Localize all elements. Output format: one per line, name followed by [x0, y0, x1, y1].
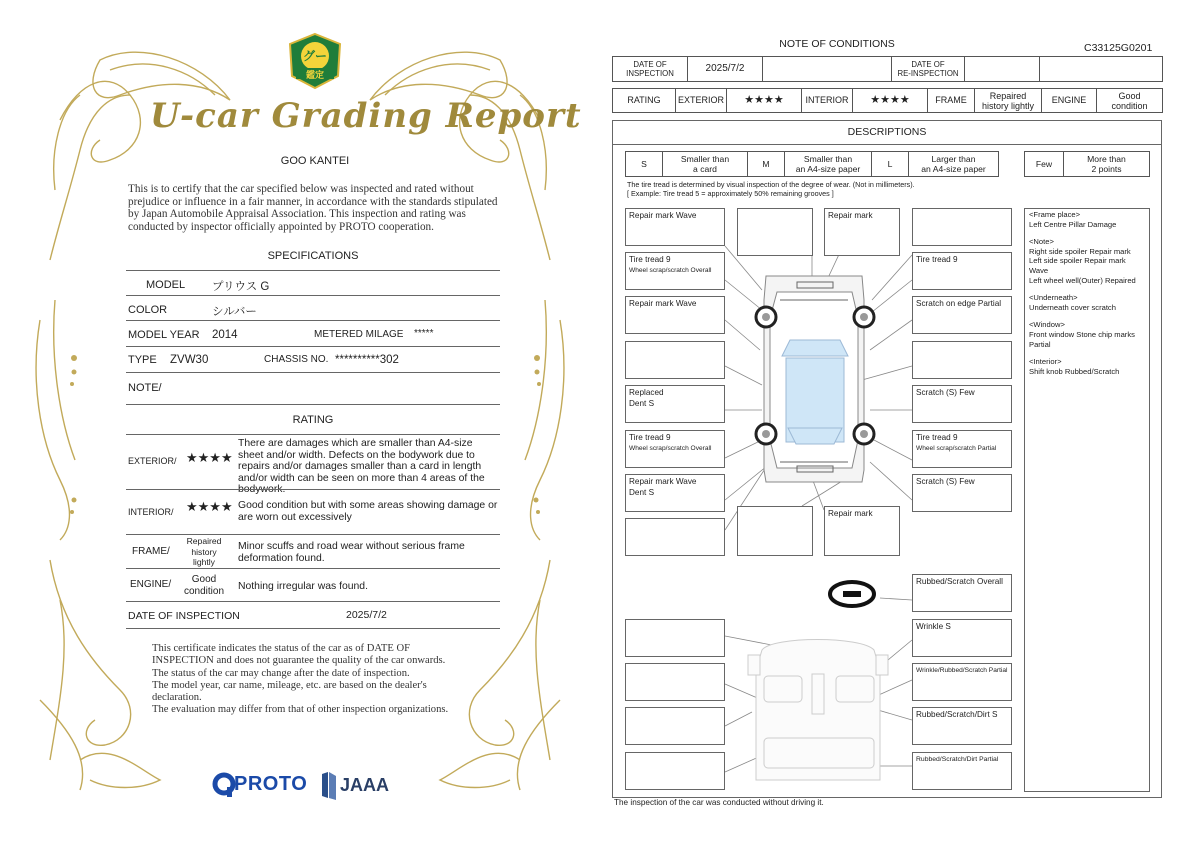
exterior-stars: ★★★★ — [186, 450, 233, 465]
damage-box — [912, 341, 1012, 379]
frame-label: FRAME/ — [132, 546, 170, 557]
damage-box: Tire tread 9 Wheel scrap/scratch Overall — [625, 252, 725, 290]
engine-value-cell: Good condition — [1097, 89, 1163, 113]
model-value: プリウス G — [212, 281, 270, 293]
divider — [126, 270, 500, 271]
goo-kantei-badge — [288, 32, 342, 90]
damage-box — [912, 208, 1012, 246]
interior-box: Rubbed/Scratch Overall — [912, 574, 1012, 612]
divider — [126, 346, 500, 347]
damage-box: Repair mark Wave — [625, 296, 725, 334]
interior-box — [625, 619, 725, 657]
few-legend-table — [1024, 151, 1150, 177]
reinspection-cell — [965, 57, 1040, 82]
certificate-footer: This certificate indicates the status of the car as of DATE OF INSPECTION and does not guarantee the quality of the car onwards. The status of the car may change after the date of inspection. The model year, car name, mileage, etc. are based on the dealer's declaration. The evaluation may differ from that of other inspection organizations. — [152, 643, 449, 716]
damage-box — [737, 506, 813, 556]
interior-label: INTERIOR/ — [128, 507, 174, 517]
interior-header: INTERIOR — [802, 89, 853, 113]
divider — [126, 434, 500, 435]
tread-note: The tire tread is determined by visual inspection of the degree of wear. (Not in millimeters). [ Example: Tire tread 5 = approximately 50% remaining grooves ] — [627, 180, 915, 198]
legend-l-desc: Larger than an A4-size paper — [909, 152, 999, 177]
divider — [126, 404, 500, 405]
chassis-value: **********302 — [335, 354, 399, 366]
divider — [126, 568, 500, 569]
damage-box: Scratch (S) Few — [912, 385, 1012, 423]
frame-value-cell: Repaired history lightly — [975, 89, 1042, 113]
engine-label: ENGINE/ — [130, 579, 172, 590]
condition-notes: <Frame place> Left Centre Pillar Damage <Note> Right side spoiler Repair mark Left side spoiler Repair mark Wave Left wheel well(Outer) Repaired <Underneath> Underneath cover scratch <Window> Front window Stone chip marks Partial <Interior> Shift knob Rubbed/Scratch — [1024, 208, 1150, 792]
legend-l: L — [872, 152, 909, 177]
interior-box — [625, 752, 725, 790]
damage-box: Tire tread 9 Wheel scrap/scratch Partial — [912, 430, 1012, 468]
rating-header: RATING — [613, 89, 676, 113]
bottom-note: The inspection of the car was conducted without driving it. — [614, 798, 824, 807]
legend-more: More than 2 points — [1064, 152, 1150, 177]
interior-box: Wrinkle/Rubbed/Scratch Partial — [912, 663, 1012, 701]
interior-box: Rubbed/Scratch/Dirt S — [912, 707, 1012, 745]
divider — [126, 320, 500, 321]
divider — [126, 628, 500, 629]
damage-box — [625, 341, 725, 379]
legend-s-desc: Smaller than a card — [663, 152, 748, 177]
jaaa-logo: JAAA — [340, 775, 390, 795]
interior-box: Wrinkle S — [912, 619, 1012, 657]
exterior-header: EXTERIOR — [676, 89, 727, 113]
divider — [126, 534, 500, 535]
model-year-value: 2014 — [212, 329, 238, 341]
specifications-heading: SPECIFICATIONS — [267, 250, 359, 262]
metered-milage-value: ***** — [414, 328, 434, 339]
badge-top-text: グー — [302, 49, 327, 63]
certificate-title: U-car Grading Report — [150, 96, 582, 136]
engine-header: ENGINE — [1042, 89, 1097, 113]
certificate-intro: This is to certify that the car specified below was inspected and rated without prejudice or influence in a fair manner, in accordance with the standards stipulated by Japan Automobile Appraisal Association. This inspection and rating was conducted by inspector officially appointed by PROTO cooperation. — [128, 183, 498, 233]
date-of-inspection-header: DATE OF INSPECTION — [613, 57, 688, 82]
divider — [612, 144, 1162, 145]
note-label: NOTE/ — [128, 382, 162, 394]
color-label: COLOR — [128, 304, 168, 316]
size-legend-table — [625, 151, 999, 177]
interior-description: Good condition but with some areas showing damage or are worn out excessively — [238, 500, 498, 523]
damage-box: Repair mark Wave — [625, 208, 725, 246]
interior-box — [625, 663, 725, 701]
damage-box — [625, 518, 725, 556]
damage-box: Replaced Dent S — [625, 385, 725, 423]
damage-box: Tire tread 9 — [912, 252, 1012, 290]
legend-m-desc: Smaller than an A4-size paper — [785, 152, 872, 177]
frame-description: Minor scuffs and road wear without serious frame deformation found. — [238, 541, 465, 564]
legend-m: M — [748, 152, 785, 177]
badge-bottom-text: 鑑定 — [305, 70, 324, 80]
interior-box: Rubbed/Scratch/Dirt Partial — [912, 752, 1012, 790]
damage-box: Tire tread 9 Wheel scrap/scratch Overall — [625, 430, 725, 468]
frame-value: Repaired history lightly — [186, 536, 222, 567]
interior-box — [625, 707, 725, 745]
divider — [126, 295, 500, 296]
date-of-inspection-value: 2025/7/2 — [346, 609, 387, 621]
chassis-label: CHASSIS NO. — [264, 354, 329, 365]
engine-description: Nothing irregular was found. — [238, 581, 368, 592]
descriptions-heading: DESCRIPTIONS — [847, 126, 927, 138]
model-year-label: MODEL YEAR — [128, 329, 200, 341]
car-glass — [782, 340, 848, 444]
type-value: ZVW30 — [170, 354, 209, 366]
legend-few: Few — [1025, 152, 1064, 177]
engine-value: Good condition — [183, 574, 225, 597]
divider — [126, 489, 500, 490]
interior-stars: ★★★★ — [186, 499, 233, 514]
steering-wheel-icon — [830, 582, 874, 606]
reinspection-header: DATE OF RE-INSPECTION — [892, 57, 965, 82]
interior-stars-cell: ★★★★ — [853, 89, 928, 113]
damage-box: Scratch on edge Partial — [912, 296, 1012, 334]
interior-diagram — [748, 640, 888, 781]
rating-heading: RATING — [292, 414, 334, 426]
proto-logo: PROTO — [234, 773, 308, 795]
exterior-stars-cell: ★★★★ — [727, 89, 802, 113]
legend-s: S — [626, 152, 663, 177]
date-of-inspection-cell: 2025/7/2 — [688, 57, 763, 82]
damage-box: Scratch (S) Few — [912, 474, 1012, 512]
frame-header: FRAME — [928, 89, 975, 113]
rating-table — [612, 88, 1163, 113]
damage-box: Repair mark — [824, 208, 900, 256]
damage-box: Repair mark — [824, 506, 900, 556]
exterior-description: There are damages which are smaller than A4-size sheet and/or width. Defects on the bodywork due to repairs and/or damages smaller than a card in length and/or width can be seen on more than 4 areas of the bodywork. — [238, 438, 485, 496]
report-code: C33125G0201 — [1084, 42, 1153, 54]
color-value: シルバー — [212, 306, 257, 318]
metered-milage-label: METERED MILAGE — [314, 329, 404, 340]
empty-cell — [1040, 57, 1163, 82]
exterior-label: EXTERIOR/ — [128, 456, 177, 466]
model-label: MODEL — [146, 279, 186, 291]
divider — [126, 601, 500, 602]
type-label: TYPE — [128, 354, 157, 366]
damage-box — [737, 208, 813, 256]
date-of-inspection-label: DATE OF INSPECTION — [128, 610, 240, 622]
inspection-dates-table — [612, 56, 1163, 82]
divider — [126, 372, 500, 373]
conditions-title: NOTE OF CONDITIONS — [779, 38, 895, 50]
certificate-subtitle: GOO KANTEI — [280, 155, 350, 167]
damage-box: Repair mark Wave Dent S — [625, 474, 725, 512]
empty-cell — [763, 57, 892, 82]
